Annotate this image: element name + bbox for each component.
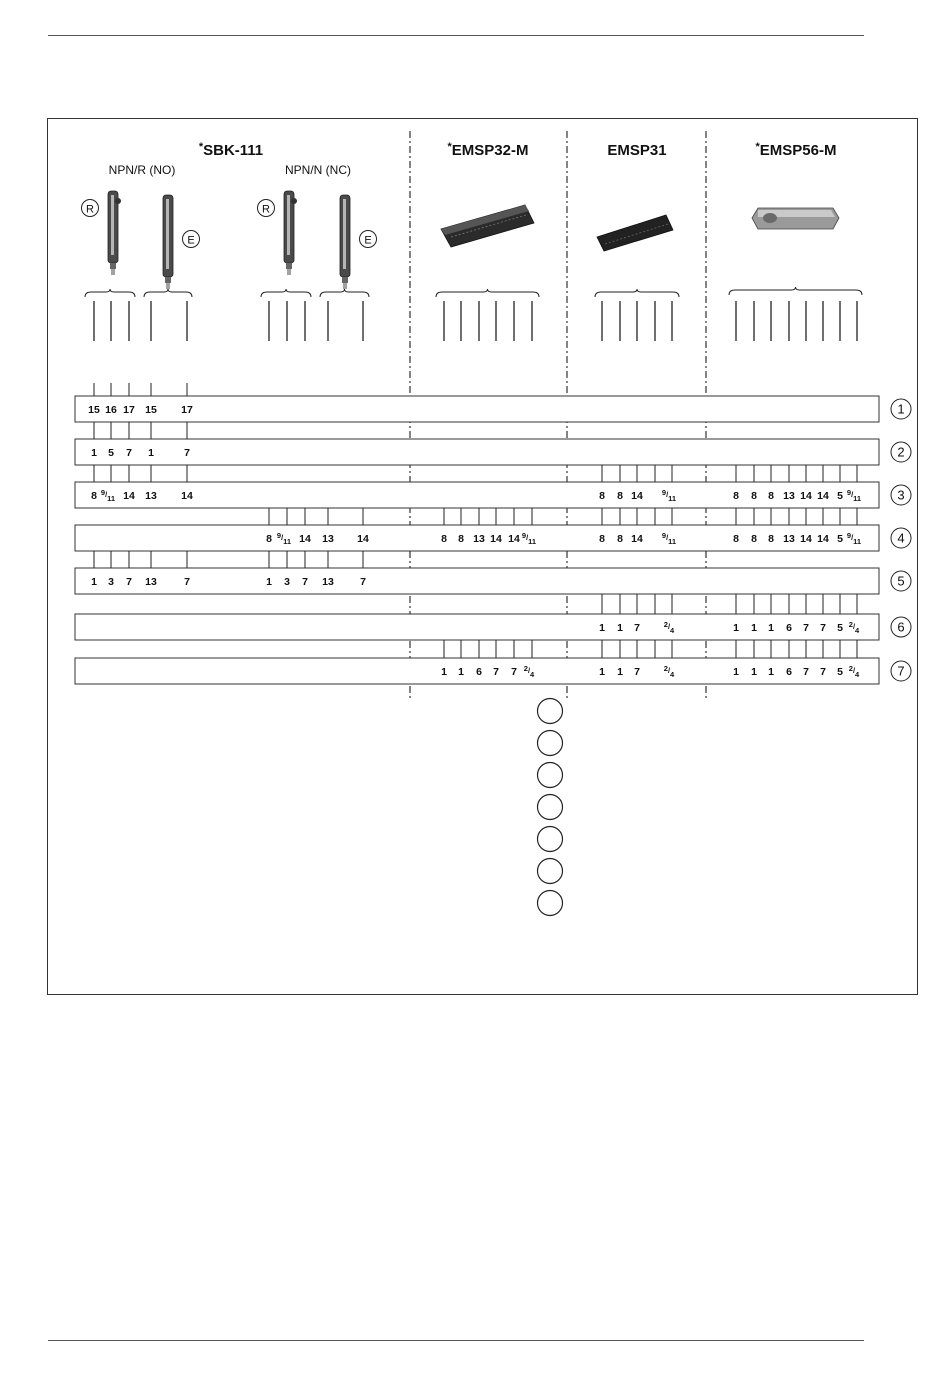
terminal-number: 14	[508, 533, 520, 545]
terminal-number: 7	[493, 666, 499, 678]
terminal-number: 1	[617, 666, 623, 678]
wire-bundle-bracket	[144, 289, 192, 297]
cylindrical-sensor-icon	[340, 195, 350, 289]
product-title-sbk: *SBK-111	[198, 141, 264, 159]
terminal-number: $^2/_4$	[523, 664, 535, 679]
terminal-number: 13	[473, 533, 485, 545]
product-title-emsp31: EMSP31	[607, 142, 667, 159]
terminal-number: 8	[266, 533, 272, 545]
terminal-number: 1	[768, 622, 774, 634]
terminal-number: 6	[786, 622, 792, 634]
terminal-number: 8	[768, 490, 774, 502]
legend-circle	[538, 795, 563, 820]
terminal-number: 1	[599, 666, 605, 678]
terminal-number: 14	[123, 490, 135, 502]
terminal-number: 14	[817, 490, 829, 502]
sensor-mode-label: NPN/N (NC)	[285, 163, 351, 177]
terminal-number: 8	[751, 533, 757, 545]
terminal-number: $^9/_{11}$	[100, 488, 116, 503]
terminal-number: 16	[105, 404, 117, 416]
terminal-number: 14	[817, 533, 829, 545]
terminal-number: 14	[800, 533, 812, 545]
terminal-number: 5	[837, 622, 843, 634]
terminal-number: 13	[783, 533, 795, 545]
terminal-number: $^9/_{11}$	[846, 488, 862, 503]
terminal-row-1	[75, 383, 911, 422]
legend-circle	[538, 731, 563, 756]
terminal-number: 6	[476, 666, 482, 678]
terminal-number: 1	[751, 666, 757, 678]
terminal-number: $^2/_4$	[848, 664, 860, 679]
terminal-number: 13	[322, 533, 334, 545]
terminal-number: 7	[302, 576, 308, 588]
terminal-row-2	[75, 422, 911, 465]
terminal-number: $^9/_{11}$	[846, 531, 862, 546]
cylindrical-sensor-icon	[163, 195, 173, 289]
terminal-number: 8	[768, 533, 774, 545]
row-number: 5	[897, 573, 905, 589]
wiring-diagram-frame	[47, 118, 918, 995]
terminal-row-4	[75, 508, 911, 551]
terminal-number: 7	[184, 447, 190, 459]
cylindrical-sensor-icon	[284, 191, 297, 275]
row-number: 1	[897, 401, 905, 417]
svg-text:R: R	[86, 203, 94, 216]
receiver-label	[258, 200, 275, 217]
product-title-emsp56: *EMSP56-M	[755, 141, 837, 159]
sensor-mode-label: NPN/R (NO)	[108, 163, 176, 177]
terminal-number: 1	[458, 666, 464, 678]
wire-bundle-bracket	[85, 289, 135, 297]
receiver-label	[82, 200, 99, 217]
terminal-number: 14	[490, 533, 502, 545]
terminal-number: 15	[88, 404, 100, 416]
terminal-number: 8	[599, 490, 605, 502]
terminal-number: $^2/_4$	[848, 620, 860, 635]
terminal-number: 7	[820, 666, 826, 678]
legend-circle	[538, 891, 563, 916]
svg-text:E: E	[364, 234, 372, 247]
terminal-number: 7	[820, 622, 826, 634]
row-number: 6	[897, 619, 905, 635]
top-rule	[48, 35, 864, 36]
terminal-row-box	[75, 614, 879, 640]
wire-bundle-bracket	[729, 287, 862, 295]
terminal-row-box	[75, 439, 879, 465]
terminal-number: 7	[184, 576, 190, 588]
emitter-label	[183, 231, 200, 248]
terminal-number: 8	[91, 490, 97, 502]
row-number: 4	[897, 530, 905, 546]
terminal-number: $^9/_{11}$	[661, 531, 677, 546]
row-number: 3	[897, 487, 905, 503]
bottom-rule	[48, 1340, 864, 1341]
terminal-number: 8	[441, 533, 447, 545]
terminal-number: 14	[631, 490, 643, 502]
row-number: 7	[897, 663, 905, 679]
terminal-number: 8	[599, 533, 605, 545]
terminal-number: 1	[768, 666, 774, 678]
terminal-number: $^9/_{11}$	[276, 531, 292, 546]
terminal-number: 8	[733, 533, 739, 545]
terminal-number: 1	[733, 622, 739, 634]
terminal-row-5	[75, 551, 911, 594]
terminal-number: 14	[357, 533, 369, 545]
terminal-number: 13	[322, 576, 334, 588]
terminal-number: 7	[511, 666, 517, 678]
legend-circle	[538, 699, 563, 724]
terminal-number: 7	[803, 622, 809, 634]
terminal-number: 1	[617, 622, 623, 634]
terminal-number: 1	[148, 447, 154, 459]
legend-circle	[538, 859, 563, 884]
terminal-number: 1	[751, 622, 757, 634]
terminal-row-box	[75, 482, 879, 508]
terminal-number: 8	[733, 490, 739, 502]
terminal-number: 7	[803, 666, 809, 678]
terminal-row-box	[75, 396, 879, 422]
terminal-number: 1	[441, 666, 447, 678]
terminal-row-6	[75, 594, 911, 640]
terminal-number: 14	[800, 490, 812, 502]
terminal-number: 1	[599, 622, 605, 634]
emsp31-sensor-icon	[597, 215, 673, 251]
emsp56-sensor-icon	[752, 208, 839, 229]
terminal-number: 8	[617, 533, 623, 545]
terminal-number: 5	[837, 533, 843, 545]
terminal-number: 17	[181, 404, 193, 416]
terminal-row-7	[75, 640, 911, 684]
terminal-number: $^9/_{11}$	[661, 488, 677, 503]
terminal-number: 1	[91, 576, 97, 588]
terminal-number: 5	[837, 490, 843, 502]
wire-bundle-bracket	[436, 289, 539, 297]
terminal-row-3	[75, 465, 911, 508]
terminal-number: 3	[284, 576, 290, 588]
terminal-number: 1	[733, 666, 739, 678]
terminal-number: 7	[360, 576, 366, 588]
row-number: 2	[897, 444, 905, 460]
terminal-number: 1	[91, 447, 97, 459]
terminal-number: 6	[786, 666, 792, 678]
product-title-emsp32: *EMSP32-M	[447, 141, 529, 159]
terminal-number: 15	[145, 404, 157, 416]
terminal-number: 13	[145, 490, 157, 502]
terminal-number: 17	[123, 404, 135, 416]
wire-bundle-bracket	[320, 289, 369, 297]
terminal-number: 5	[108, 447, 114, 459]
terminal-number: 14	[181, 490, 193, 502]
terminal-number: 8	[751, 490, 757, 502]
terminal-number: $^9/_{11}$	[521, 531, 537, 546]
terminal-number: 13	[145, 576, 157, 588]
cylindrical-sensor-icon	[108, 191, 121, 275]
wire-bundle-bracket	[595, 289, 679, 297]
svg-text:E: E	[187, 234, 195, 247]
legend-circle	[538, 827, 563, 852]
emitter-label	[360, 231, 377, 248]
terminal-number: 14	[299, 533, 311, 545]
terminal-number: 7	[126, 447, 132, 459]
terminal-number: 13	[783, 490, 795, 502]
legend-circle	[538, 763, 563, 788]
wiring-diagram	[48, 119, 917, 994]
terminal-row-box	[75, 568, 879, 594]
terminal-number: 8	[458, 533, 464, 545]
terminal-number: 7	[126, 576, 132, 588]
terminal-number: 3	[108, 576, 114, 588]
terminal-number: $^2/_4$	[663, 664, 675, 679]
emsp32-sensor-icon	[441, 205, 534, 247]
terminal-number: 1	[266, 576, 272, 588]
terminal-number: 8	[617, 490, 623, 502]
terminal-number: 14	[631, 533, 643, 545]
terminal-number: 7	[634, 666, 640, 678]
terminal-number: $^2/_4$	[663, 620, 675, 635]
terminal-number: 5	[837, 666, 843, 678]
wire-bundle-bracket	[261, 289, 311, 297]
terminal-number: 7	[634, 622, 640, 634]
svg-text:R: R	[262, 203, 270, 216]
